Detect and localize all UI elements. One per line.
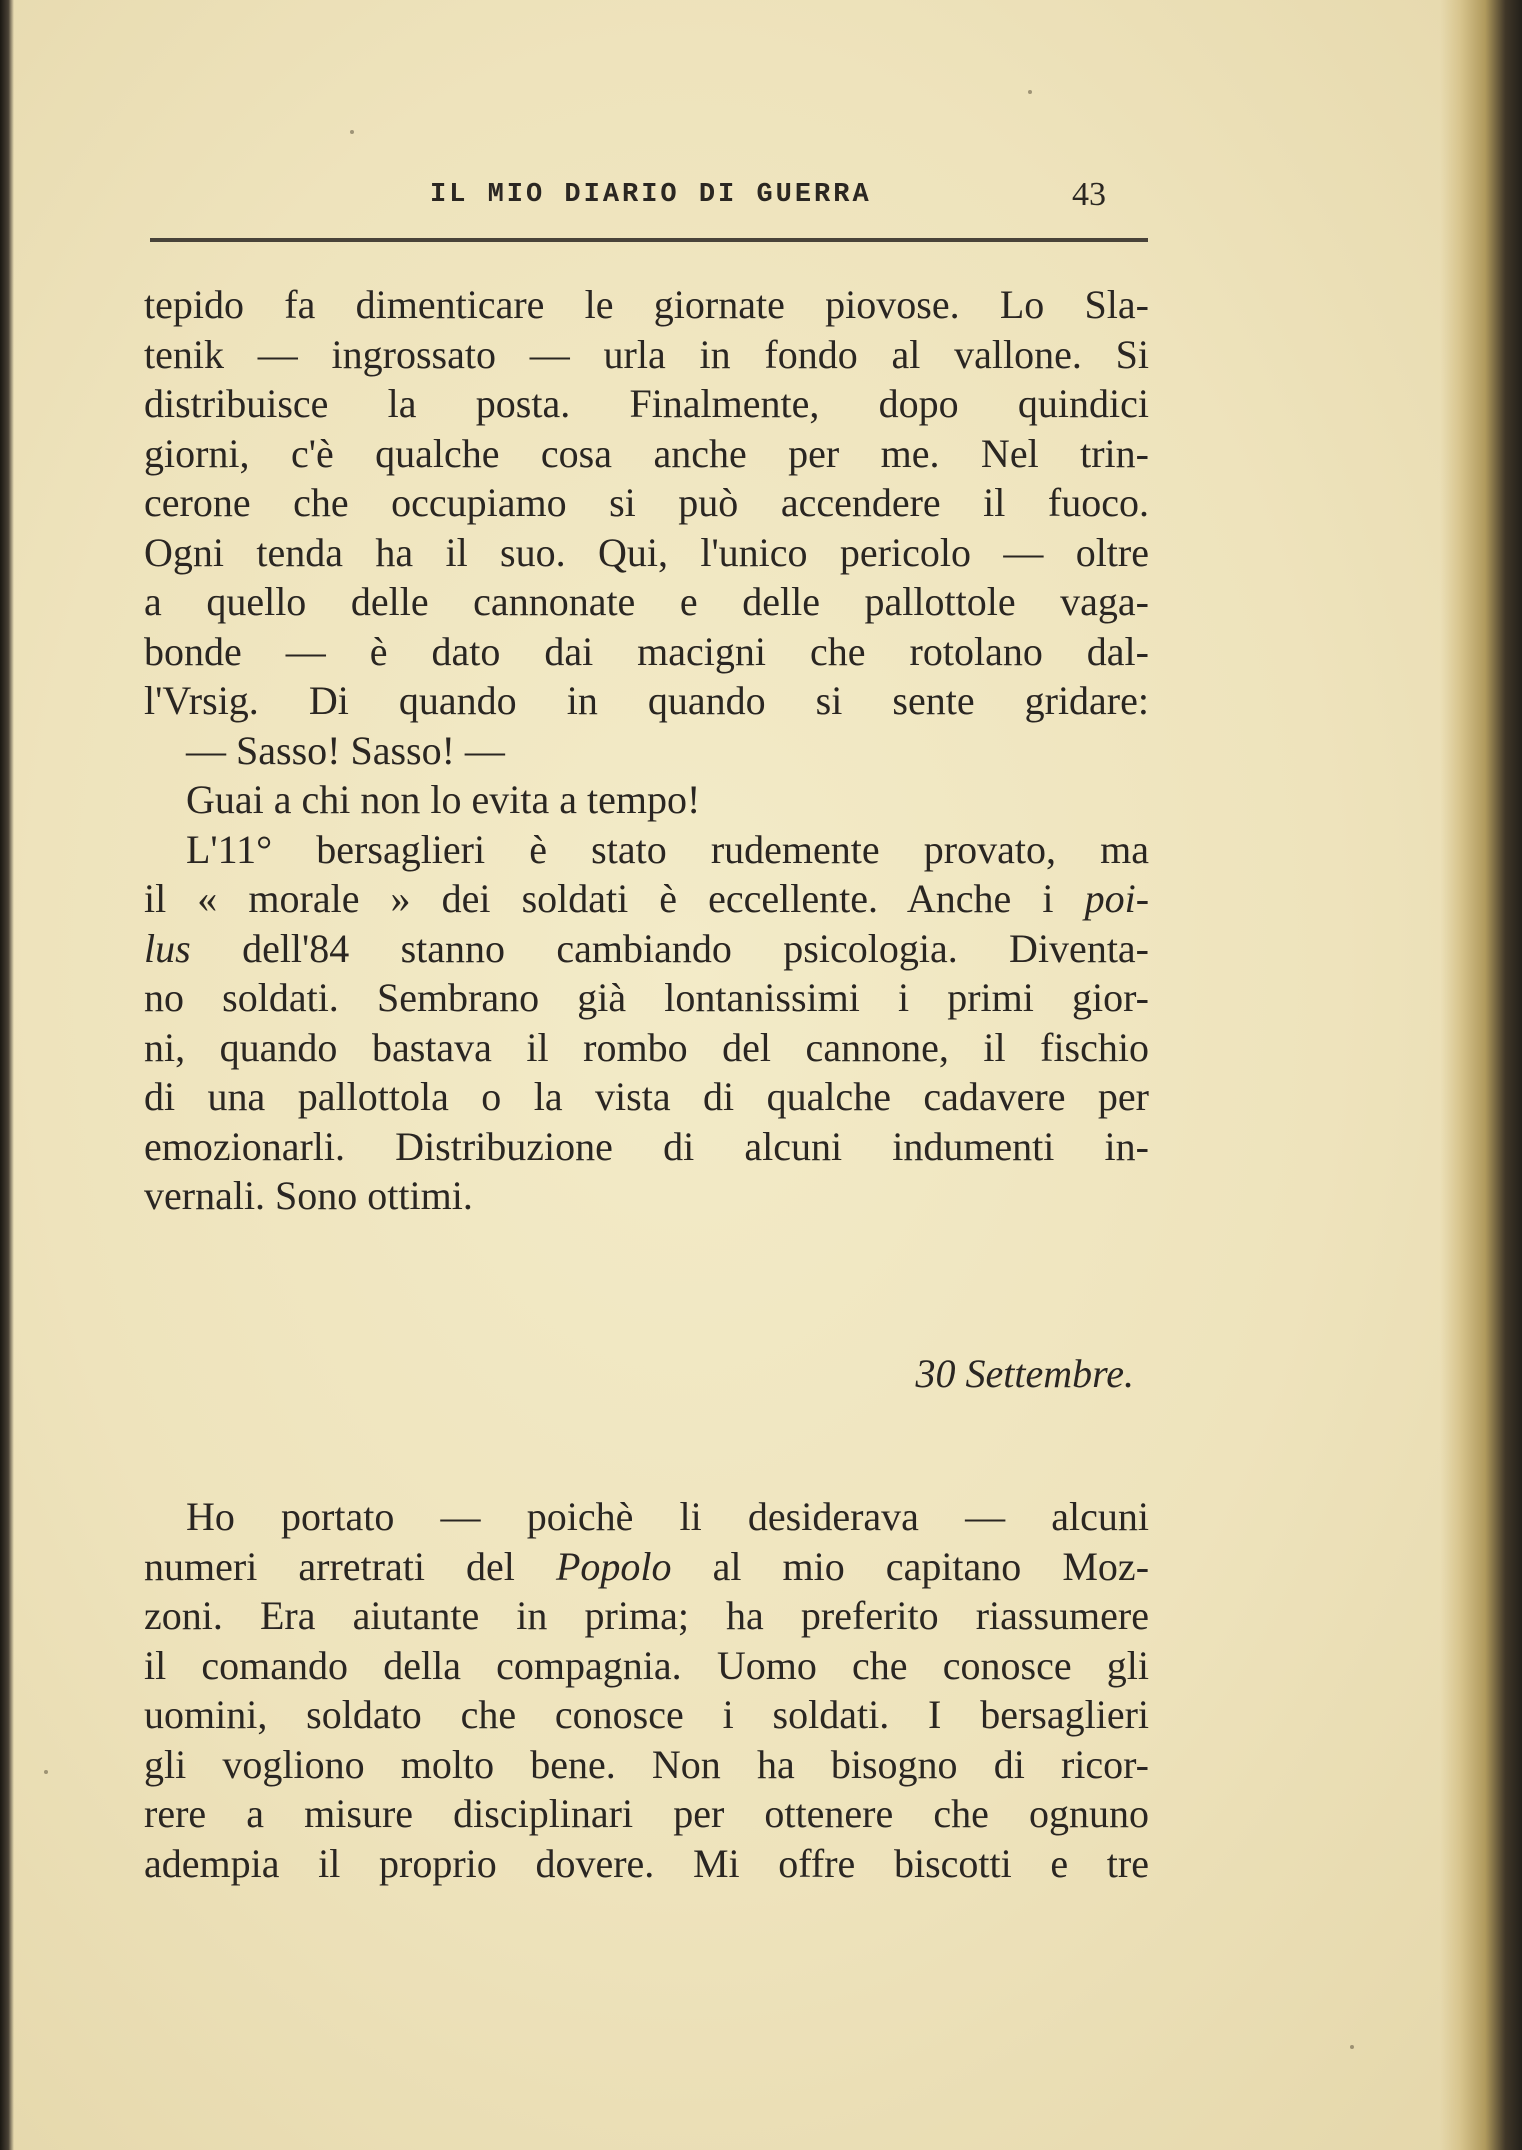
text-line-with-italic	[144, 874, 1149, 924]
text-line: no soldati. Sembrano già lontanissimi i primi gior-	[144, 975, 1149, 1020]
running-title: IL MIO DIARIO DI GUERRA	[430, 180, 872, 210]
text-line: di una pallottola o la vista di qualche cadavere per	[144, 1074, 1149, 1119]
italic-word: poi-	[1084, 876, 1150, 921]
text-line: emozionarli. Distribuzione di alcuni indumenti in-	[144, 1123, 1149, 1169]
text-segment: il « morale » dei soldati è eccellente. Anche i	[144, 876, 1054, 921]
dialogue-line: — Sasso! Sasso! —	[186, 727, 505, 773]
text-segment: dell'84 stanno cambiando psicologia. Diventa-	[242, 925, 1150, 971]
paper-speck	[350, 130, 354, 134]
text-segment: numeri arretrati del	[144, 1543, 515, 1589]
text-line: Ho portato — poichè li desiderava — alcuni	[186, 1494, 1149, 1539]
text-line: adempia il proprio dovere. Mi offre biscotti e tre	[144, 1840, 1149, 1886]
text-line: tenik — ingrossato — urla in fondo al vallone. Si	[144, 331, 1149, 377]
text-line: l'Vrsig. Di quando in quando si sente gridare:	[144, 678, 1149, 723]
text-line-with-italic	[144, 924, 1149, 974]
text-line: Guai a chi non lo evita a tempo!	[186, 777, 701, 822]
text-line: Ogni tenda ha il suo. Qui, l'unico pericolo — oltre	[144, 529, 1149, 575]
text-line: uomini, soldato che conosce i soldati. I bersaglieri	[144, 1692, 1149, 1737]
text-line: bonde — è dato dai macigni che rotolano dal-	[144, 628, 1149, 674]
entry-date: 30 Settembre.	[915, 1351, 1134, 1396]
text-line: ni, quando bastava il rombo del cannone, il fischio	[144, 1024, 1149, 1070]
page-number: 43	[1072, 176, 1106, 213]
page-right-binding-edge	[1440, 0, 1522, 2150]
text-line: distribuisce la posta. Finalmente, dopo quindici	[144, 381, 1149, 426]
paper-speck	[44, 1770, 48, 1774]
paragraph-block-1	[144, 280, 1149, 1221]
page-left-shadow	[0, 0, 14, 2150]
paragraph-block-2	[144, 1492, 1149, 1888]
text-line: a quello delle cannonate e delle pallottole vaga-	[144, 579, 1149, 624]
text-line: zoni. Era aiutante in prima; ha preferito riassumere	[144, 1593, 1149, 1638]
text-line: tepido fa dimenticare le giornate piovose. Lo Sla-	[144, 282, 1149, 327]
italic-word: Popolo	[555, 1543, 672, 1589]
page-header	[150, 168, 1150, 228]
paper-speck	[1350, 2045, 1354, 2049]
italic-word: lus	[144, 925, 191, 971]
header-rule	[150, 238, 1148, 242]
text-line: gli vogliono molto bene. Non ha bisogno di ricor-	[144, 1741, 1149, 1787]
paper-speck	[1028, 90, 1032, 94]
text-line: il comando della compagnia. Uomo che conosce gli	[144, 1642, 1149, 1688]
text-line: cerone che occupiamo si può accendere il fuoco.	[144, 480, 1149, 525]
text-line-with-italic	[144, 1542, 1149, 1592]
text-line: L'11° bersaglieri è stato rudemente provato, ma	[186, 826, 1149, 872]
text-line: vernali. Sono ottimi.	[144, 1173, 473, 1218]
text-line: giorni, c'è qualche cosa anche per me. Nel trin-	[144, 430, 1149, 476]
text-line: rere a misure disciplinari per ottenere che ognuno	[144, 1791, 1149, 1836]
text-segment: al mio capitano Moz-	[712, 1543, 1150, 1589]
